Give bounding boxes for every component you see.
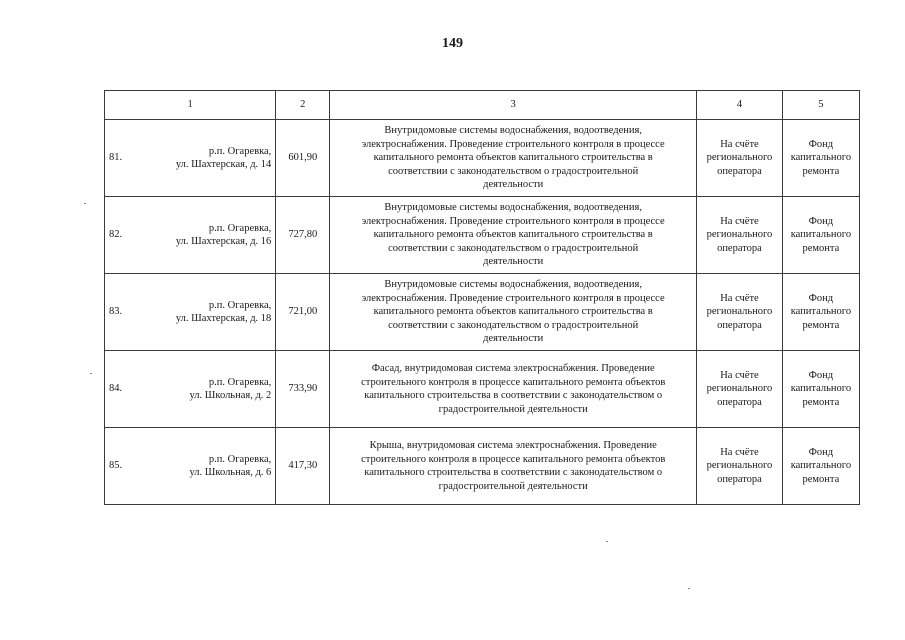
header-cell-5: 5 xyxy=(782,91,859,120)
account-holder-cell-line: На счёте xyxy=(720,215,759,227)
fund-source-cell-line: капитального xyxy=(790,383,852,395)
work-description-cell xyxy=(330,428,697,505)
account-holder-cell-line: На счёте xyxy=(720,138,759,150)
account-holder-cell-line: оператора xyxy=(717,319,762,331)
fund-source-cell-line: ремонта xyxy=(802,242,840,254)
account-holder-cell xyxy=(697,274,783,351)
fund-source-cell-line: капитального xyxy=(790,229,852,241)
account-holder-cell-line: регионального xyxy=(706,229,773,241)
address-cell xyxy=(130,274,276,351)
fund-source-cell-line: ремонта xyxy=(802,165,840,177)
account-holder-cell-line: На счёте xyxy=(720,446,759,458)
area-cell: 721,00 xyxy=(276,274,330,351)
work-description-cell-line: соответствии с законодательством о градостроительной xyxy=(388,165,639,177)
address-line: р.п. Огаревка, xyxy=(208,145,272,157)
account-holder-cell-line: оператора xyxy=(717,473,762,485)
table-row xyxy=(105,120,860,197)
row-number: 85. xyxy=(105,428,130,505)
account-holder-cell-line: оператора xyxy=(717,165,762,177)
address-cell xyxy=(130,120,276,197)
row-number: 81. xyxy=(105,120,130,197)
account-holder-cell xyxy=(697,351,783,428)
fund-source-cell xyxy=(782,120,859,197)
work-description-cell-line: капитального ремонта объектов капитального строительства в xyxy=(373,229,653,241)
row-number: 84. xyxy=(105,351,130,428)
header-cell-2: 2 xyxy=(276,91,330,120)
address-line: ул. Школьная, д. 2 xyxy=(189,390,272,401)
header-cell-1: 1 xyxy=(105,91,276,120)
page-number: 149 xyxy=(442,36,463,51)
address-cell xyxy=(130,351,276,428)
work-description-cell-line: деятельности xyxy=(483,179,544,191)
work-description-cell-line: строительного контроля в процессе капитального ремонта объектов xyxy=(361,453,666,465)
repair-table xyxy=(104,90,860,505)
work-description-cell-line: деятельности xyxy=(483,256,544,268)
fund-source-cell-line: Фонд xyxy=(808,138,834,150)
fund-source-cell-line: Фонд xyxy=(808,446,834,458)
header-cell-3: 3 xyxy=(330,91,697,120)
fund-source-cell-line: ремонта xyxy=(802,396,840,408)
row-number: 83. xyxy=(105,274,130,351)
work-description-cell xyxy=(330,274,697,351)
account-holder-cell-line: регионального xyxy=(706,383,773,395)
fund-source-cell xyxy=(782,351,859,428)
work-description-cell xyxy=(330,197,697,274)
fund-source-cell xyxy=(782,428,859,505)
table-row xyxy=(105,274,860,351)
table-row xyxy=(105,351,860,428)
account-holder-cell xyxy=(697,428,783,505)
account-holder-cell-line: оператора xyxy=(717,396,762,408)
area-cell: 601,90 xyxy=(276,120,330,197)
work-description-cell-line: капитального строительства в соответствии с законодательством о xyxy=(364,467,663,478)
work-description-cell-line: электроснабжения. Проведение строительного контроля в процессе xyxy=(361,138,665,150)
work-description-cell-line: Крыша, внутридомовая система электроснабжения. Проведение xyxy=(369,440,657,451)
address-line: ул. Школьная, д. 6 xyxy=(189,467,272,478)
account-holder-cell-line: На счёте xyxy=(720,292,759,304)
address-cell xyxy=(130,428,276,505)
table-row xyxy=(105,197,860,274)
work-description-cell-line: соответствии с законодательством о градостроительной xyxy=(388,242,639,254)
work-description-cell-line: градостроительной деятельности xyxy=(438,403,588,415)
account-holder-cell-line: оператора xyxy=(717,242,762,254)
scan-speck xyxy=(84,203,86,204)
work-description-cell-line: капитального ремонта объектов капитального строительства в xyxy=(373,152,653,164)
address-line: р.п. Огаревка, xyxy=(208,299,272,311)
work-description-cell-line: градостроительной деятельности xyxy=(438,480,588,492)
fund-source-cell-line: капитального xyxy=(790,152,852,164)
row-number: 82. xyxy=(105,197,130,274)
table-row xyxy=(105,428,860,505)
work-description-cell-line: Фасад, внутридомовая система электроснабжения. Проведение xyxy=(371,363,655,374)
header-cell-4: 4 xyxy=(697,91,783,120)
work-description-cell-line: Внутридомовые системы водоснабжения, водоотведения, xyxy=(384,202,642,214)
account-holder-cell xyxy=(697,197,783,274)
work-description-cell-line: электроснабжения. Проведение строительного контроля в процессе xyxy=(361,292,665,304)
address-line: ул. Шахтерская, д. 14 xyxy=(175,159,272,170)
address-line: ул. Шахтерская, д. 16 xyxy=(175,236,272,247)
area-cell: 733,90 xyxy=(276,351,330,428)
work-description-cell xyxy=(330,120,697,197)
fund-source-cell-line: ремонта xyxy=(802,473,840,485)
work-description-cell-line: строительного контроля в процессе капитального ремонта объектов xyxy=(361,376,666,388)
address-line: р.п. Огаревка, xyxy=(208,453,272,465)
work-description-cell-line: деятельности xyxy=(483,333,544,345)
work-description-cell-line: Внутридомовые системы водоснабжения, водоотведения, xyxy=(384,279,642,291)
account-holder-cell-line: регионального xyxy=(706,460,773,472)
work-description-cell-line: электроснабжения. Проведение строительного контроля в процессе xyxy=(361,215,665,227)
scan-speck xyxy=(606,541,608,542)
account-holder-cell-line: регионального xyxy=(706,152,773,164)
scan-speck xyxy=(90,373,92,374)
address-cell xyxy=(130,197,276,274)
fund-source-cell-line: Фонд xyxy=(808,215,834,227)
area-cell: 727,80 xyxy=(276,197,330,274)
work-description-cell-line: Внутридомовые системы водоснабжения, водоотведения, xyxy=(384,125,642,137)
account-holder-cell-line: На счёте xyxy=(720,369,759,381)
fund-source-cell-line: Фонд xyxy=(808,369,834,381)
fund-source-cell-line: ремонта xyxy=(802,319,840,331)
address-line: р.п. Огаревка, xyxy=(208,376,272,388)
address-line: ул. Шахтерская, д. 18 xyxy=(175,313,272,324)
work-description-cell-line: капитального строительства в соответствии с законодательством о xyxy=(364,390,663,401)
account-holder-cell-line: регионального xyxy=(706,306,773,318)
fund-source-cell-line: капитального xyxy=(790,306,852,318)
area-cell: 417,30 xyxy=(276,428,330,505)
fund-source-cell-line: капитального xyxy=(790,460,852,472)
account-holder-cell xyxy=(697,120,783,197)
table-header-row xyxy=(105,91,860,120)
scan-speck xyxy=(688,588,690,589)
work-description-cell xyxy=(330,351,697,428)
fund-source-cell xyxy=(782,274,859,351)
work-description-cell-line: соответствии с законодательством о градостроительной xyxy=(388,319,639,331)
fund-source-cell-line: Фонд xyxy=(808,292,834,304)
fund-source-cell xyxy=(782,197,859,274)
address-line: р.п. Огаревка, xyxy=(208,222,272,234)
work-description-cell-line: капитального ремонта объектов капитального строительства в xyxy=(373,306,653,318)
